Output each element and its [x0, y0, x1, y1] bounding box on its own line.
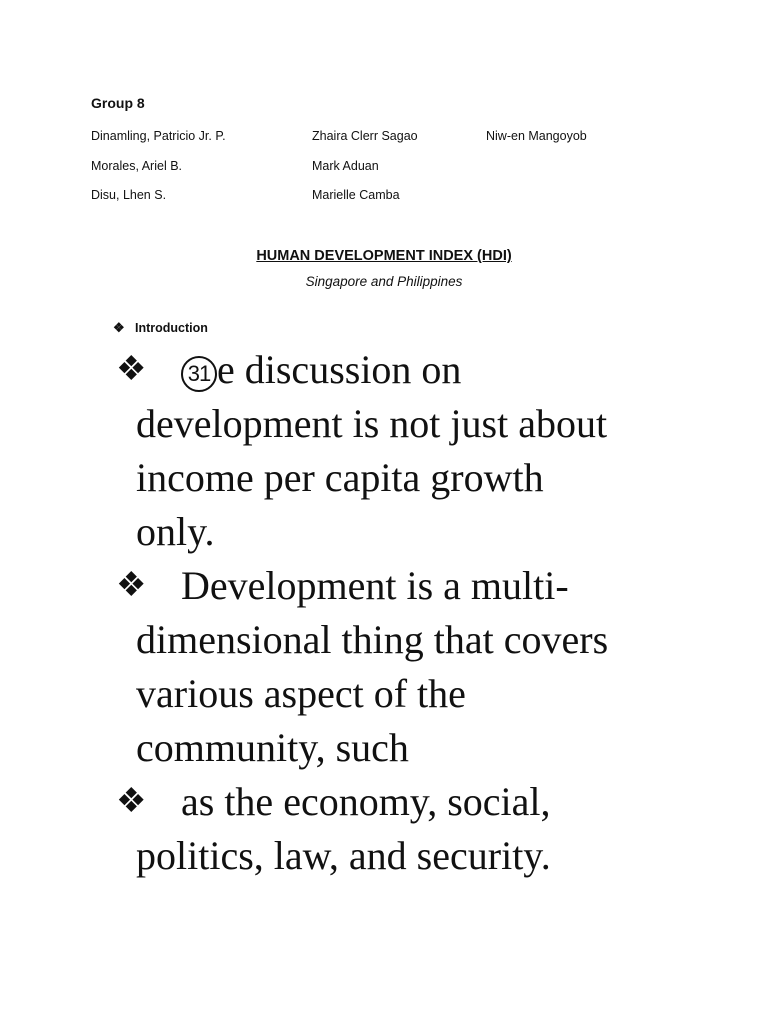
body-line: as the economy, social,	[181, 779, 551, 824]
diamond-bullet-icon: ❖	[116, 783, 147, 820]
member-name: Niw-en Mangoyob	[486, 129, 587, 143]
body-line: only.	[136, 509, 215, 554]
body-line	[181, 343, 461, 397]
member-name: Marielle Camba	[312, 188, 400, 202]
body-line-text: e discussion on	[217, 347, 462, 392]
circled-number-mark: 31	[181, 356, 217, 392]
diamond-bullet-icon: ❖	[116, 351, 147, 388]
body-line: Development is a multi-	[181, 563, 569, 608]
body-line: dimensional thing that covers	[136, 617, 609, 662]
section-label: Introduction	[135, 321, 208, 335]
section-heading	[113, 320, 208, 336]
group-title: Group 8	[91, 95, 145, 111]
body-line: income per capita growth	[136, 455, 544, 500]
member-name: Mark Aduan	[312, 159, 379, 173]
document-subtitle: Singapore and Philippines	[305, 274, 463, 289]
member-name: Morales, Ariel B.	[91, 159, 183, 173]
member-name: Dinamling, Patricio Jr. P.	[91, 129, 226, 143]
body-line: community, such	[136, 725, 409, 770]
member-name: Zhaira Clerr Sagao	[312, 129, 418, 143]
diamond-bullet-icon: ❖	[113, 320, 125, 335]
document-title: HUMAN DEVELOPMENT INDEX (HDI)	[256, 248, 512, 264]
body-line: politics, law, and security.	[136, 833, 551, 878]
member-name: Disu, Lhen S.	[91, 188, 167, 202]
body-line: various aspect of the	[136, 671, 466, 716]
diamond-bullet-icon: ❖	[116, 567, 147, 604]
body-line: development is not just about	[136, 401, 608, 446]
